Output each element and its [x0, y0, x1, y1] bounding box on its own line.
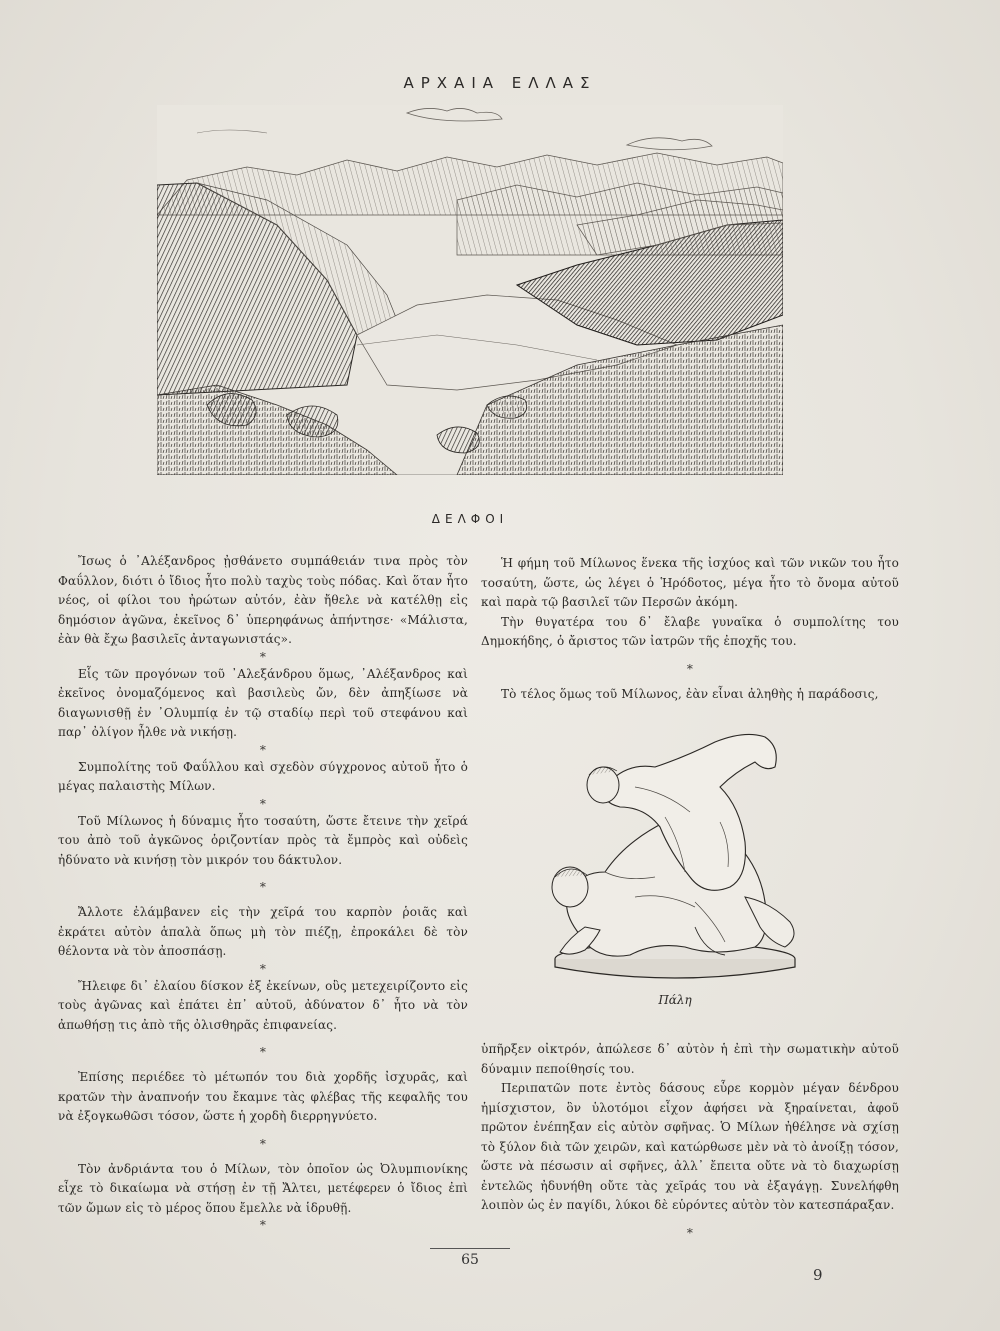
page-number: 65 [461, 1252, 479, 1268]
right-column-top [481, 554, 899, 704]
paragraph: Ἴσως ὁ ᾿Αλέξανδρος ᾐσθάνετο συμπάθειάν τινα πρὸς τὸν Φαΰλλον, διότι ὁ ἴδιος ἦτο πολὺ ταχὺς τοὺς πόδας. Καὶ ὅταν ἦτο νέος, οἱ φίλοι του ἠρώτων αὐτόν, ἐὰν ἤθελε νὰ κατέλθῃ εἰς δημόσιον ἀγῶνα, ἐκεῖνος δ᾿ ὑπερηφάνως ἀπήντησε· «Μάλιστα, ἐὰν θὰ ἔχω βασιλεῖς ἀνταγωνιστάς». [58, 554, 468, 646]
paragraph: Τὴν θυγατέρα του δ᾿ ἔλαβε γυναῖκα ὁ συμπολίτης του Δημοκήδης, ὁ ἄριστος τῶν ἰατρῶν τῆς ἐποχῆς του. [481, 614, 899, 648]
left-column [58, 552, 468, 1233]
folio-rule [430, 1248, 510, 1249]
asterism: * [259, 649, 267, 664]
paragraph: Εἷς τῶν προγόνων τοῦ ᾿Αλεξάνδρου ὅμως, ᾿Αλέξανδρος καὶ ἐκεῖνος ὀνομαζόμενος καὶ βασιλεὺς ὤν, δὲν ἀπηξίωσε νὰ διαγωνισθῇ ἐν ᾿Ολυμπίᾳ ἐν τῷ σταδίῳ περὶ τοῦ στεφάνου καὶ παρ᾿ ὀλίγον ἦλθε νὰ νικήσῃ. [58, 666, 468, 739]
landscape-caption: ΔΕΛΦΟΙ [431, 512, 509, 526]
asterism: * [259, 1045, 267, 1059]
delphi-landscape-engraving [157, 105, 783, 475]
paragraph: Περιπατῶν ποτε ἐντὸς δάσους εὗρε κορμὸν μέγαν δένδρου ἡμίσχιστον, ὃν ὑλοτόμοι εἶχον ἀφήσει νὰ ξηραίνεται, ἀφοῦ πρῶτον ἐνέπηξαν εἰς αὐτὸν σφῆνας. Ὁ Μίλων ἠθέλησε νὰ σχίσῃ τὸ ξύλον διὰ τῶν χειρῶν, καὶ κατώρθωσε μὲν νὰ τὸ ἀνοίξῃ τόσον, ὥστε νὰ πέσωσιν αἱ σφῆνες, ἀλλ᾿ ἔπειτα οὔτε νὰ τὸ διαχωρίσῃ ἐντελῶς ἠδυνήθη οὔτε τὰς χεῖράς του νὰ ἐξαγάγῃ. Συνελήφθη λοιπὸν ὡς ἐν παγίδι, λύκοι δὲ εὑρόντες αὐτὸν τὸν κατεσπάραξαν. [481, 1081, 899, 1212]
paragraph: Ἐπίσης περιέδεε τὸ μέτωπόν του διὰ χορδῆς ἰσχυρᾶς, καὶ κρατῶν τὴν ἀναπνοήν του ἔκαμνε τὰς φλέβας τῆς κεφαλῆς του νὰ ἐξογκωθῶσι τόσον, ὥστε ἡ χορδὴ διερρηγνύετο. [58, 1070, 468, 1123]
paragraph: ὑπῆρξεν οἰκτρόν, ἀπώλεσε δ᾿ αὐτὸν ἡ ἐπὶ τὴν σωματικὴν αὐτοῦ δύναμιν πεποίθησίς του. [481, 1042, 899, 1076]
paragraph: Τοῦ Μίλωνος ἡ δύναμις ἦτο τοσαύτη, ὥστε ἔτεινε τὴν χεῖρά του ἀπὸ τοῦ ἀγκῶνος ὁριζοντίαν πρὸς τὰ ἔμπρὸς καὶ οὐδεὶς ἠδύνατο νὰ κινήσῃ τὸν μικρόν του δάκτυλον. [58, 813, 468, 867]
asterism: * [686, 661, 694, 676]
paragraph: Τὸν ἀνδριάντα του ὁ Μίλων, τὸν ὁποῖον ὡς Ὀλυμπιονίκης εἶχε τὸ δικαίωμα νὰ στήσῃ ἐν τῇ Ἄλτει, μετέφερεν ὁ ἴδιος ἐπὶ τῶν ὤμων εἰς τὸ μέρος ὅπου ἔμελλε νὰ ἱδρυθῇ. [58, 1161, 468, 1215]
paragraph: Ἤλειφε δι᾿ ἐλαίου δίσκον ἐξ ἐκείνων, οὓς μετεχειρίζοντο εἰς τοὺς ἀγῶνας καὶ ἐπάτει ἐπ᾿ αὐτοῦ, ἀδύνατον δ᾿ ἦτο νὰ τὸν ἀπωθήσῃ τις ἀπὸ τῆς ὀλισθηρᾶς ἐπιφανείας. [58, 978, 468, 1032]
asterism: * [259, 961, 267, 976]
paragraph: Ἄλλοτε ἐλάμβανεν εἰς τὴν χεῖρά του καρπὸν ῥοιᾶς καὶ ἐκράτει αὐτὸν ἁπαλὰ ὅπως μὴ τὸν πιέζῃ, ἐπροκάλει δὲ τὸν θέλοντα νὰ τὸν ἀποσπάσῃ. [58, 905, 468, 958]
right-column-bottom [481, 1040, 899, 1249]
asterism: * [259, 1218, 267, 1232]
asterism: * [686, 1225, 694, 1240]
asterism: * [259, 880, 267, 894]
running-title: ΑΡΧΑΙΑ ΕΛΛΑΣ [403, 74, 597, 92]
asterism: * [259, 796, 267, 811]
paragraph: Ἡ φήμη τοῦ Μίλωνος ἕνεκα τῆς ἰσχύος καὶ τῶν νικῶν του ἦτο τοσαύτη, ὥστε, ὡς λέγει ὁ Ἡρόδοτος, μέγα ἦτο τὸ ὄνομα αὐτοῦ καὶ παρὰ τῷ βασιλεῖ τῶν Περσῶν ἀκόμη. [481, 556, 899, 609]
wrestlers-statue-engraving [545, 727, 815, 983]
paragraph: Τὸ τέλος ὅμως τοῦ Μίλωνος, ἐὰν εἶναι ἀληθὴς ἡ παράδοσις, [501, 686, 879, 701]
asterism: * [259, 1136, 267, 1151]
wrestlers-caption: Πάλη [658, 993, 692, 1007]
paragraph: Συμπολίτης τοῦ Φαΰλλου καὶ σχεδὸν σύγχρονος αὐτοῦ ἦτο ὁ μέγας παλαιστὴς Μίλων. [58, 759, 468, 793]
asterism: * [259, 742, 267, 757]
signature-mark: 9 [813, 1266, 823, 1284]
